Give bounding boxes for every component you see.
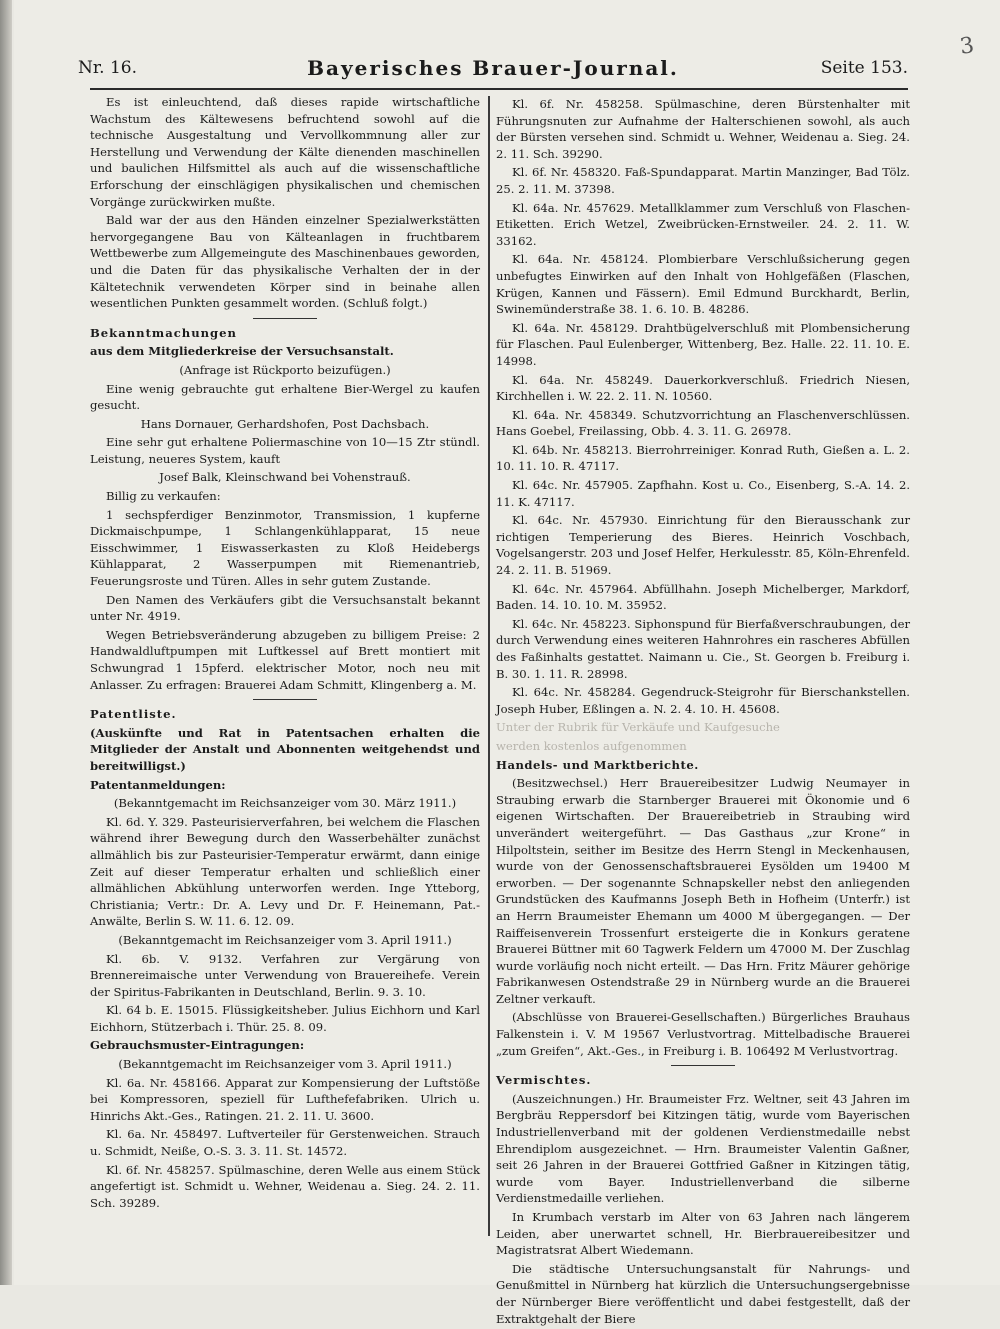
utility-model-entry: Kl. 64c. Nr. 457930. Einrichtung für den Bierausschank zur richtigen Temperierung des Bieres. Heinrich Voschbach, Vogelsangerstr. 203 und Josef Helfer, Herkulesstr. 85, Köln-Ehrenfeld. 24. 2. 11. B. 51969. — [496, 513, 910, 578]
issue-number: Nr. 16. — [78, 58, 137, 78]
header-rule — [90, 88, 908, 90]
announcement: Eine sehr gut erhaltene Poliermaschine von 10—15 Ztr stündl. Leistung, neueres System, kauft — [90, 435, 480, 466]
utility-model-entry: Kl. 64a. Nr. 458249. Dauerkorkverschluß. Friedrich Niesen, Kirchhellen i. W. 22. 2. 11. N. 10560. — [496, 372, 910, 404]
intro-paragraph: Bald war der aus den Händen einzelner Spezialwerkstätten hervorgegangene Bau von Kälteanlagen in fruchtbarem Wettbewerbe zum Allgemeingute des Maschinenbaues geworden, und die Daten für das physikalische Verhalten der in der Kältetechnik verwendeten Körper sind in beinahe allen wesentlichen Punkten gesammelt worden. (Schluß folgt.) — [90, 213, 480, 311]
section-divider — [253, 699, 317, 700]
utility-model-entry: Kl. 64c. Nr. 457905. Zapfhahn. Kost u. Co., Eisenberg, S.-A. 14. 2. 11. K. 47117. — [496, 478, 910, 509]
page-binding-edge — [0, 0, 12, 1285]
patentliste-subtitle: (Auskünfte und Rat in Patentsachen erhalten die Mitglieder der Anstalt und Abonnenten weitgehendst und bereitwilligst.) — [90, 725, 480, 773]
gebrauchsmuster-heading: Gebrauchsmuster-Eintragungen: — [90, 1038, 305, 1053]
utility-model-entry: Kl. 64b. Nr. 458213. Bierrohrreiniger. Konrad Ruth, Gießen a. L. 2. 10. 11. 10. R. 47117. — [496, 442, 910, 474]
bekanntmachungen-subtitle: aus dem Mitgliederkreise der Versuchsanstalt. — [90, 344, 394, 359]
bekanntmachungen-note: (Anfrage ist Rückporto beizufügen.) — [179, 362, 391, 377]
patentanmeldungen-heading: Patentanmeldungen: — [90, 777, 226, 792]
bleed-through-text: werden kostenlos aufgenommen — [496, 738, 687, 753]
utility-model-entry: Kl. 64a. Nr. 458349. Schutzvorrichtung an Flaschenverschlüssen. Hans Goebel, Freilassing, Obb. 4. 3. 11. G. 26978. — [496, 407, 910, 439]
patent-entry: Kl. 64 b. E. 15015. Flüssigkeitsheber. Julius Eichhorn und Karl Eichhorn, Stützerbach i. Thür. 25. 8. 09. — [90, 1003, 480, 1034]
announcement-contact: Hans Dornauer, Gerhardshofen, Post Dachsbach. — [140, 416, 430, 431]
handwritten-mark: 3 — [958, 33, 976, 60]
utility-model-entry: Kl. 6f. Nr. 458257. Spülmaschine, deren Welle aus einem Stück angefertigt ist. Schmidt u. Wehner, Weidenau a. Sieg. 24. 2. 11. Sch. 39289. — [90, 1162, 480, 1210]
announcement: 1 sechspferdiger Benzinmotor, Transmission, 1 kupferne Dickmaischpumpe, 1 Schlangenkühlapparat, 15 neue Eisschwimmer, 1 Eiswasserkasten zu Kloß Heidebergs Kühlapparat, 2 Wasserpumpen mit Riemenantrieb, Feuerungsroste und Türen. Alles in sehr gutem Zustande. — [90, 507, 480, 589]
utility-model-entry: Kl. 64c. Nr. 457964. Abfüllhahn. Joseph Michelberger, Markdorf, Baden. 14. 10. 10. M. 35952. — [496, 581, 910, 613]
utility-model-entry: Kl. 64a. Nr. 458129. Drahtbügelverschluß mit Plombensicherung für Flaschen. Paul Eulenberger, Wittenberg, Bez. Halle. 22. 11. 10. E. 14998. — [496, 320, 910, 368]
utility-model-entry: Kl. 6a. Nr. 458166. Apparat zur Kompensierung der Luftstöße bei Kompressoren, speziell für Lufthefefabriken. Ulrich u. Hinrichs Akt.-Ges., Ratingen. 21. 2. 11. U. 3600. — [90, 1075, 480, 1123]
announcement: Billig zu verkaufen: — [106, 489, 221, 504]
publication-note: (Bekanntgemacht im Reichsanzeiger vom 3. April 1911.) — [118, 1057, 452, 1072]
publication-note: (Bekanntgemacht im Reichsanzeiger vom 3. April 1911.) — [118, 932, 452, 947]
publication-note: (Bekanntgemacht im Reichsanzeiger vom 30. März 1911.) — [113, 796, 457, 811]
announcement: Den Namen des Verkäufers gibt die Versuchsanstalt bekannt unter Nr. 4919. — [90, 592, 480, 624]
right-column — [496, 96, 910, 1329]
miscellaneous-paragraph: (Auszeichnungen.) Hr. Braumeister Frz. Weltner, seit 43 Jahren im Bergbräu Reppersdorf bei Kitzingen tätig, wurde vom Bayerischen Industriellenverband mit der goldenen Verdienstmedaille nebst Ehrendiplom ausgezeichnet. — Hrn. Braumeister Valentin Gaßner, seit 26 Jahren in der Brauerei Gottfried Gaßner in Kitzingen tätig, wurde vom Bayer. Industriellenverband die silberne Verdienstmedaille verliehen. — [496, 1091, 910, 1206]
bekanntmachungen-title: Bekanntmachungen — [90, 325, 237, 340]
column-divider — [488, 96, 490, 1236]
handelsberichte-title: Handels- und Marktberichte. — [496, 757, 699, 772]
left-column — [90, 94, 480, 1213]
announcement-contact: Josef Balk, Kleinschwand bei Vohenstrauß. — [159, 470, 411, 485]
intro-paragraph: Es ist einleuchtend, daß dieses rapide wirtschaftliche Wachstum des Kältewesens befruchtend sowohl auf die technische Ausgestaltung und Vervollkommnung aller zur Herstellung und Verwendung der Kälte dienenden maschinellen und baulichen Hilfsmittel als auch auf die wissenschaftliche Erforschung der einschlägigen physikalischen und chemischen Vorgänge zurückwirken mußte. — [90, 95, 480, 209]
bleed-through-text: Unter der Rubrik für Verkäufe und Kaufgesuche — [496, 720, 780, 735]
market-report-paragraph: (Besitzwechsel.) Herr Brauereibesitzer Ludwig Neumayer in Straubing erwarb die Starnberger Brauerei mit Ökonomie und 6 eigenen Wirtschaften. Der Brauereibetrieb in Straubing wird unverändert weitergeführt. — Das Gasthaus „zur Krone“ in Hilpoltstein, seither im Besitze des Herrn Stengl in Meckenhausen, wurde von der Genossenschaftsbrauerei Eysölden um 19400 M erworben. — Der sogenannte Schnapskeller nebst den anliegenden Grundstücken des Kaufmanns Joseph Beth in Hofheim (Unterfr.) ist an Herrn Braumeister Ehemann um 4000 M übergegangen. — Der Raiffeisenverein Trossenfurt ersteigerte die in Konkurs geratene Brauerei Büttner mit 60 Tagwerk Feldern um 47000 M. Der Zuschlag wurde vorläufig noch nicht erteilt. — Das Hrn. Fritz Mäurer gehörige Fabrikanwesen Ostendstraße 29 in Nürnberg wurde an die Brauerei Zeltner verkauft. — [496, 776, 910, 1006]
miscellaneous-paragraph: Die städtische Untersuchungsanstalt für Nahrungs- und Genußmittel in Nürnberg hat kürzlich die Untersuchungsergebnisse der Nürnberger Biere veröffentlicht und dabei festgestellt, daß der Extraktgehalt der Biere — [496, 1261, 910, 1326]
page-header — [78, 58, 908, 84]
utility-model-entry: Kl. 64a. Nr. 458124. Plombierbare Verschlußsicherung gegen unbefugtes Einwirken auf den Inhalt von Hohlgefäßen (Flaschen, Krügen, Kannen und Fässern). Emil Edmund Burckhardt, Berlin, Swinemünderstraße 38. 1. 6. 10. B. 48286. — [496, 252, 910, 317]
market-report-paragraph: (Abschlüsse von Brauerei-Gesellschaften.) Bürgerliches Brauhaus Falkenstein i. V. M 19567 Verlustvortrag. Mittelbadische Brauerei „zum Greifen“, Akt.-Ges., in Freiburg i. B. 106492 M Verlustvortrag. — [496, 1010, 910, 1058]
vermischtes-title: Vermischtes. — [496, 1073, 592, 1088]
section-divider — [253, 318, 317, 319]
patentliste-title: Patentliste. — [90, 707, 177, 722]
utility-model-entry: Kl. 6f. Nr. 458320. Faß-Spundapparat. Martin Manzinger, Bad Tölz. 25. 2. 11. M. 37398. — [496, 165, 910, 196]
announcement: Eine wenig gebrauchte gut erhaltene Bier-Wergel zu kaufen gesucht. — [90, 381, 480, 413]
journal-title: Bayerisches Brauer-Journal. — [307, 56, 679, 80]
patent-entry: Kl. 6d. Y. 329. Pasteurisierverfahren, bei welchem die Flaschen während ihrer Bewegung durch den Wasserbehälter zunächst allmählich bis zur Pasteurisier-Temperatur erwärmt, dann einige Zeit auf dieser Temperatur erhalten und schließlich einer allmählichen Abkühlung unterworfen werden. Inge Ytteborg, Christiania; Vertr.: Dr. A. Levy und Dr. F. Heinemann, Pat.-Anwälte, Berlin S. W. 11. 6. 12. 09. — [90, 814, 480, 929]
utility-model-entry: Kl. 6a. Nr. 458497. Luftverteiler für Gerstenweichen. Strauch u. Schmidt, Neiße, O.-S. 3. 3. 11. St. 14572. — [90, 1127, 480, 1159]
utility-model-entry: Kl. 64c. Nr. 458223. Siphonspund für Bierfaßverschraubungen, der durch Verwendung eines weiteren Hahnrohres ein rascheres Abfüllen des Faßinhalts gestattet. Naimann u. Cie., St. Georgen b. Freiburg i. B. 30. 1. 11. R. 28998. — [496, 616, 910, 681]
page-number: Seite 153. — [820, 58, 908, 78]
utility-model-entry: Kl. 64c. Nr. 458284. Gegendruck-Steigrohr für Bierschankstellen. Joseph Huber, Eßlingen a. N. 2. 4. 10. H. 45608. — [496, 685, 910, 716]
section-divider — [671, 1065, 735, 1066]
announcement: Wegen Betriebsveränderung abzugeben zu billigem Preise: 2 Handwaldluftpumpen mit Luftkessel auf Brett montiert mit Schwungrad 1 15pferd. elektrischer Motor, noch neu mit Anlasser. Zu erfragen: Brauerei Adam Schmitt, Klingenberg a. M. — [90, 627, 480, 692]
miscellaneous-paragraph: In Krumbach verstarb im Alter von 63 Jahren nach längerem Leiden, aber unerwartet schnell, Hr. Bierbrauereibesitzer und Magistratsrat Albert Wiedemann. — [496, 1210, 910, 1258]
patent-entry: Kl. 6b. V. 9132. Verfahren zur Vergärung von Brennereimaische unter Verwendung von Brauereihefe. Verein der Spiritus-Fabrikanten in Deutschland, Berlin. 9. 3. 10. — [90, 951, 480, 999]
utility-model-entry: Kl. 64a. Nr. 457629. Metallklammer zum Verschluß von Flaschen-Etiketten. Erich Wetzel, Zweibrücken-Ernstweiler. 24. 2. 11. W. 33162. — [496, 200, 910, 248]
utility-model-entry: Kl. 6f. Nr. 458258. Spülmaschine, deren Bürstenhalter mit Führungsnuten zur Aufnahme der Halterschienen sowohl, als auch der Bürsten versehen sind. Schmidt u. Wehner, Weidenau a. Sieg. 24. 2. 11. Sch. 39290. — [496, 97, 910, 161]
